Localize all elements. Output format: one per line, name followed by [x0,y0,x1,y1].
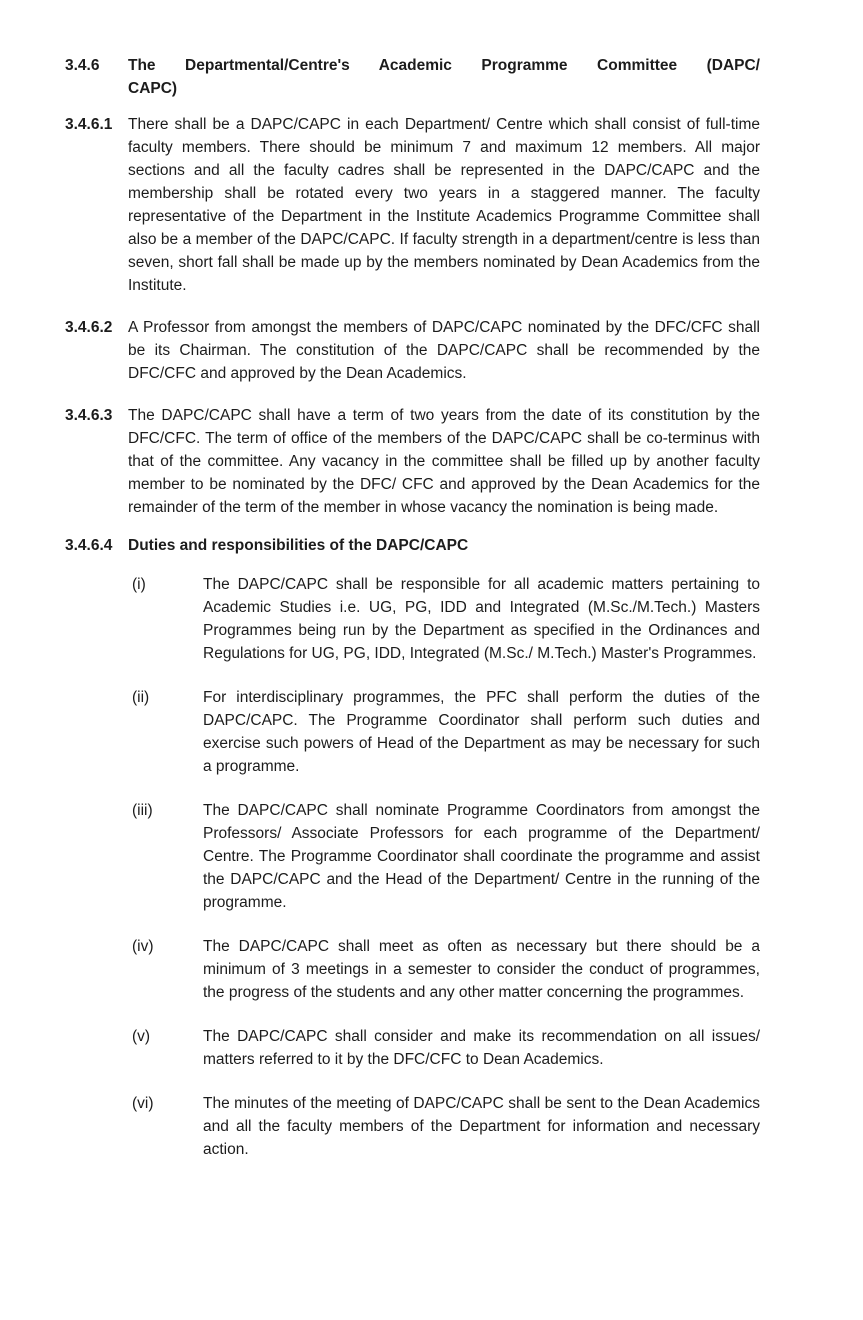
paragraph-3463 [65,404,760,519]
list-item [132,686,760,778]
paragraph-text: A Professor from amongst the members of DAPC/CAPC nominated by the DFC/CFC shall be its Chairman. The constitution of the DAPC/CAPC shall be recommended by the DFC/CFC and approved by the Dean Academics. [128,319,760,382]
list-item-marker: (i) [132,576,146,593]
list-item-text: For interdisciplinary programmes, the PFC shall perform the duties of the DAPC/CAPC. The Programme Coordinator shall perform such duties and exercise such powers of Head of the Department as may be necessary for such a programme. [203,689,760,775]
paragraph-number: 3.4.6.2 [65,319,113,336]
subsection-heading-title: Duties and responsibilities of the DAPC/CAPC [128,537,469,554]
list-item-marker: (ii) [132,689,150,706]
section-heading-number: 3.4.6 [65,57,100,74]
list-item [132,573,760,665]
paragraph-3461 [65,113,760,297]
paragraph-text: There shall be a DAPC/CAPC in each Department/ Centre which shall consist of full-time faculty members. There should be minimum 7 and maximum 12 members. All major sections and all the faculty cadres shall be represented in the DAPC/CAPC and the membership shall be rotated every two years in a staggered manner. The faculty representative of the Department in the Institute Academics Programme Committee shall also be a member of the DAPC/CAPC. If faculty strength in a department/centre is less than seven, short fall shall be made up by the members nominated by Dean Academics from the Institute. [128,116,760,294]
paragraph-number: 3.4.6.1 [65,116,113,133]
list-item-marker: (iii) [132,802,153,819]
list-item-marker: (vi) [132,1095,154,1112]
list-item [132,799,760,914]
section-heading-title-line1: The Departmental/Centre's Academic Programme Committee (DAPC/ [128,57,760,74]
list-item [132,1025,760,1071]
section-heading-title-line2: CAPC) [128,80,178,97]
paragraph-3462 [65,316,760,385]
list-item-text: The DAPC/CAPC shall nominate Programme Coordinators from amongst the Professors/ Associate Professors for each programme of the Department/ Centre. The Programme Coordinator shall coordinate the programme and assist the DAPC/CAPC and the Head of the Department/ Centre in the running of the programme. [203,802,760,911]
list-item [132,1092,760,1161]
section-heading-title [128,54,760,100]
paragraph-number: 3.4.6.3 [65,407,113,424]
list-item-text: The DAPC/CAPC shall meet as often as necessary but there should be a minimum of 3 meetings in a semester to consider the conduct of programmes, the progress of the students and any other matter concerning the programmes. [203,938,760,1001]
paragraph-text: The DAPC/CAPC shall have a term of two years from the date of its constitution by the DFC/CFC. The term of office of the members of the DAPC/CAPC shall be co-terminus with that of the committee. Any vacancy in the committee shall be filled up by another faculty member to be nominated by the DFC/ CFC and approved by the Dean Academics for the remainder of the term of the member in whose vacancy the nomination is being made. [128,407,760,516]
section-heading [65,54,760,100]
list-item-marker: (iv) [132,938,154,955]
list-item [132,935,760,1004]
subsection-heading-number: 3.4.6.4 [65,537,113,554]
subsection-heading [65,534,760,557]
duties-list [130,573,760,1161]
list-item-text: The DAPC/CAPC shall be responsible for all academic matters pertaining to Academic Studies i.e. UG, PG, IDD and Integrated (M.Sc./M.Tech.) Masters Programmes being run by the Department as specified in the Ordinances and Regulations for UG, PG, IDD, Integrated (M.Sc./ M.Tech.) Master's Programmes. [203,576,760,662]
list-item-marker: (v) [132,1028,151,1045]
list-item-text: The minutes of the meeting of DAPC/CAPC shall be sent to the Dean Academics and all the faculty members of the Department for information and necessary action. [203,1095,760,1158]
list-item-text: The DAPC/CAPC shall consider and make its recommendation on all issues/ matters referred to it by the DFC/CFC to Dean Academics. [203,1028,760,1068]
